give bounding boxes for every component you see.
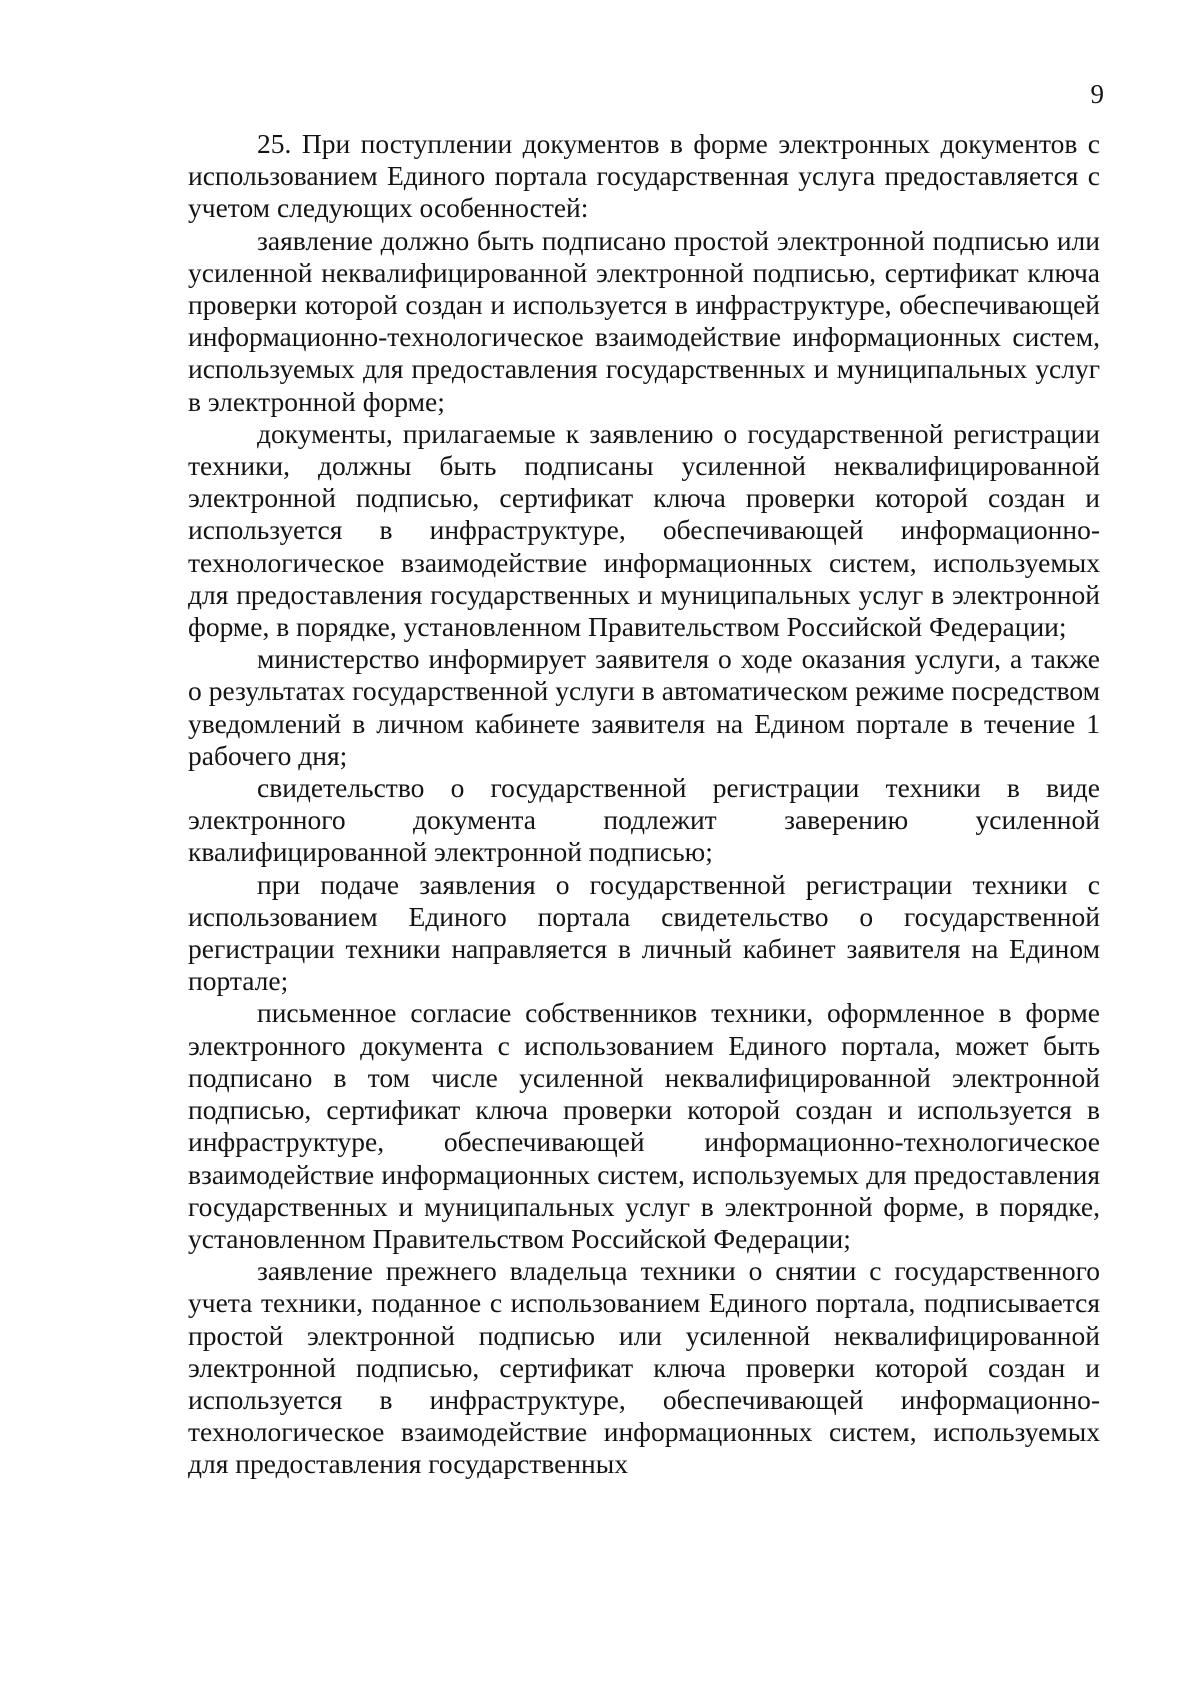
paragraph-deregistration-application: заявление прежнего владельца техники о снятии с государственного учета техники, поданное с использованием Единого портала, подписывается простой электронной подписью или усиленной неквалифицированной электронной подписью, сертификат ключа проверки которой создан и используется в инфраструктуре, обеспечивающей информационно-технологическое взаимодействие информационных систем, используемых для предоставления государственных [188,1255,1100,1480]
paragraph-ministry-informs: министерство информирует заявителя о ходе оказания услуги, а также о результатах государственной услуги в автоматическом режиме посредством уведомлений в личном кабинете заявителя на Едином портале в течение 1 рабочего дня; [188,643,1100,771]
paragraph-owners-consent: письменное согласие собственников техники, оформленное в форме электронного документа с использованием Единого портала, может быть подписано в том числе усиленной неквалифицированной электронной подписью, сертификат ключа проверки которой создан и используется в инфраструктуре, обеспечивающей информационно-технологическое взаимодействие информационных систем, используемых для предоставления государственных и муниципальных услуг в электронной форме, в порядке, установленном Правительством Российской Федерации; [188,997,1100,1254]
document-body [188,128,1100,1481]
page-number: 9 [1090,79,1104,109]
paragraph-registration-certificate: свидетельство о государственной регистрации техники в виде электронного документа подлежит заверению усиленной квалифицированной электронной подписью; [188,772,1100,868]
paragraph-attached-documents: документы, прилагаемые к заявлению о государственной регистрации техники, должны быть подписаны усиленной неквалифицированной электронной подписью, сертификат ключа проверки которой создан и используется в инфраструктуре, обеспечивающей информационно-технологическое взаимодействие информационных систем, используемых для предоставления государственных и муниципальных услуг в электронной форме, в порядке, установленном Правительством Российской Федерации; [188,417,1100,643]
paragraph-application-signature: заявление должно быть подписано простой электронной подписью или усиленной неквалифицированной электронной подписью, сертификат ключа проверки которой создан и используется в инфраструктуре, обеспечивающей информационно-технологическое взаимодействие информационных систем, используемых для предоставления государственных и муниципальных услуг в электронной форме; [188,224,1100,417]
paragraph-25-intro: 25. При поступлении документов в форме электронных документов с использованием Единого портала государственная услуга предоставляется с учетом следующих особенностей: [188,128,1100,224]
paragraph-certificate-delivery: при подаче заявления о государственной регистрации техники с использованием Единого портала свидетельство о государственной регистрации техники направляется в личный кабинет заявителя на Едином портале; [188,868,1100,997]
